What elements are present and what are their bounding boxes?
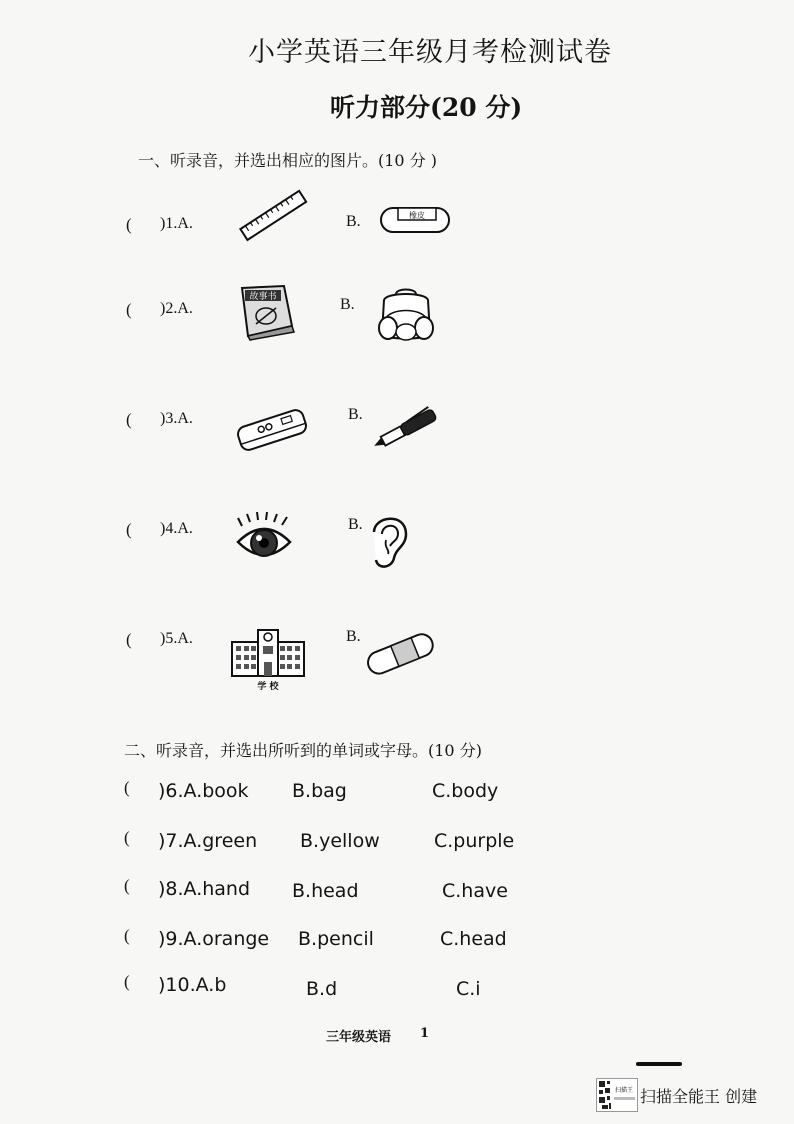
answer-paren: ( (124, 972, 130, 991)
eraser-icon (362, 628, 438, 678)
backpack-icon (372, 286, 440, 344)
option-b-label: B. (346, 628, 361, 645)
question-number: )3.A. (160, 410, 193, 427)
question-number: )5.A. (160, 630, 193, 647)
ear-icon (366, 510, 412, 572)
option-c: C.i (456, 978, 481, 1000)
answer-paren: ( (124, 876, 130, 895)
ruler-icon (236, 185, 310, 245)
option-b-label: B. (348, 406, 363, 423)
option-b-label: B. (346, 213, 361, 230)
storybook-icon (236, 282, 296, 342)
footer-subject: 三年级英语 (326, 1030, 392, 1045)
storybook-title: 故事书 (249, 292, 277, 302)
scanner-logo (596, 1078, 638, 1112)
scan-mark (636, 1062, 682, 1066)
option-c: C.body (432, 780, 499, 802)
option-c: C.purple (434, 830, 515, 852)
answer-paren: ( (126, 410, 132, 429)
answer-paren: ( (124, 828, 130, 847)
option-a: )10.A.b (158, 974, 227, 996)
qr-code-icon (597, 1079, 637, 1111)
option-c: C.have (442, 880, 508, 902)
eye-icon (234, 512, 294, 570)
page-subtitle: 听力部分(20 分) (330, 93, 523, 122)
page-title: 小学英语三年级月考检测试卷 (248, 37, 612, 68)
answer-paren: ( (126, 300, 132, 319)
answer-paren: ( (124, 778, 130, 797)
option-b: B.bag (292, 780, 347, 802)
question-number: )2.A. (160, 300, 193, 317)
question-number: )1.A. (160, 215, 193, 232)
option-b-label: B. (348, 516, 363, 533)
page-number: 1 (420, 1026, 430, 1041)
option-c: C.head (440, 928, 507, 950)
eraser-icon (378, 204, 454, 236)
school-building-icon (230, 626, 306, 692)
option-b: B.head (292, 880, 359, 902)
option-a: )9.A.orange (158, 928, 270, 950)
scanner-watermark: 扫描全能王 创建 (640, 1087, 758, 1106)
section2-heading: 二、听录音，并选出所听到的单词或字母。(10 分) (124, 741, 482, 760)
answer-paren: ( (126, 630, 132, 649)
question-number: )4.A. (160, 520, 193, 537)
option-a: )6.A.book (158, 780, 249, 802)
option-b: B.d (306, 978, 338, 1000)
option-b: B.pencil (298, 928, 374, 950)
answer-paren: ( (126, 520, 132, 539)
option-b: B.yellow (300, 830, 380, 852)
school-caption: 学 校 (257, 682, 279, 692)
scanner-logo-text: 扫描王 (614, 1087, 634, 1094)
section1-heading: 一、听录音，并选出相应的图片。(10 分 ) (138, 151, 438, 170)
option-b-label: B. (340, 296, 355, 313)
pen-icon (366, 404, 446, 454)
eraser-text: 橡皮 (409, 211, 425, 220)
answer-paren: ( (126, 215, 132, 234)
pencil-case-icon (234, 404, 310, 456)
option-a: )8.A.hand (158, 878, 251, 900)
option-a: )7.A.green (158, 830, 258, 852)
answer-paren: ( (124, 926, 130, 945)
